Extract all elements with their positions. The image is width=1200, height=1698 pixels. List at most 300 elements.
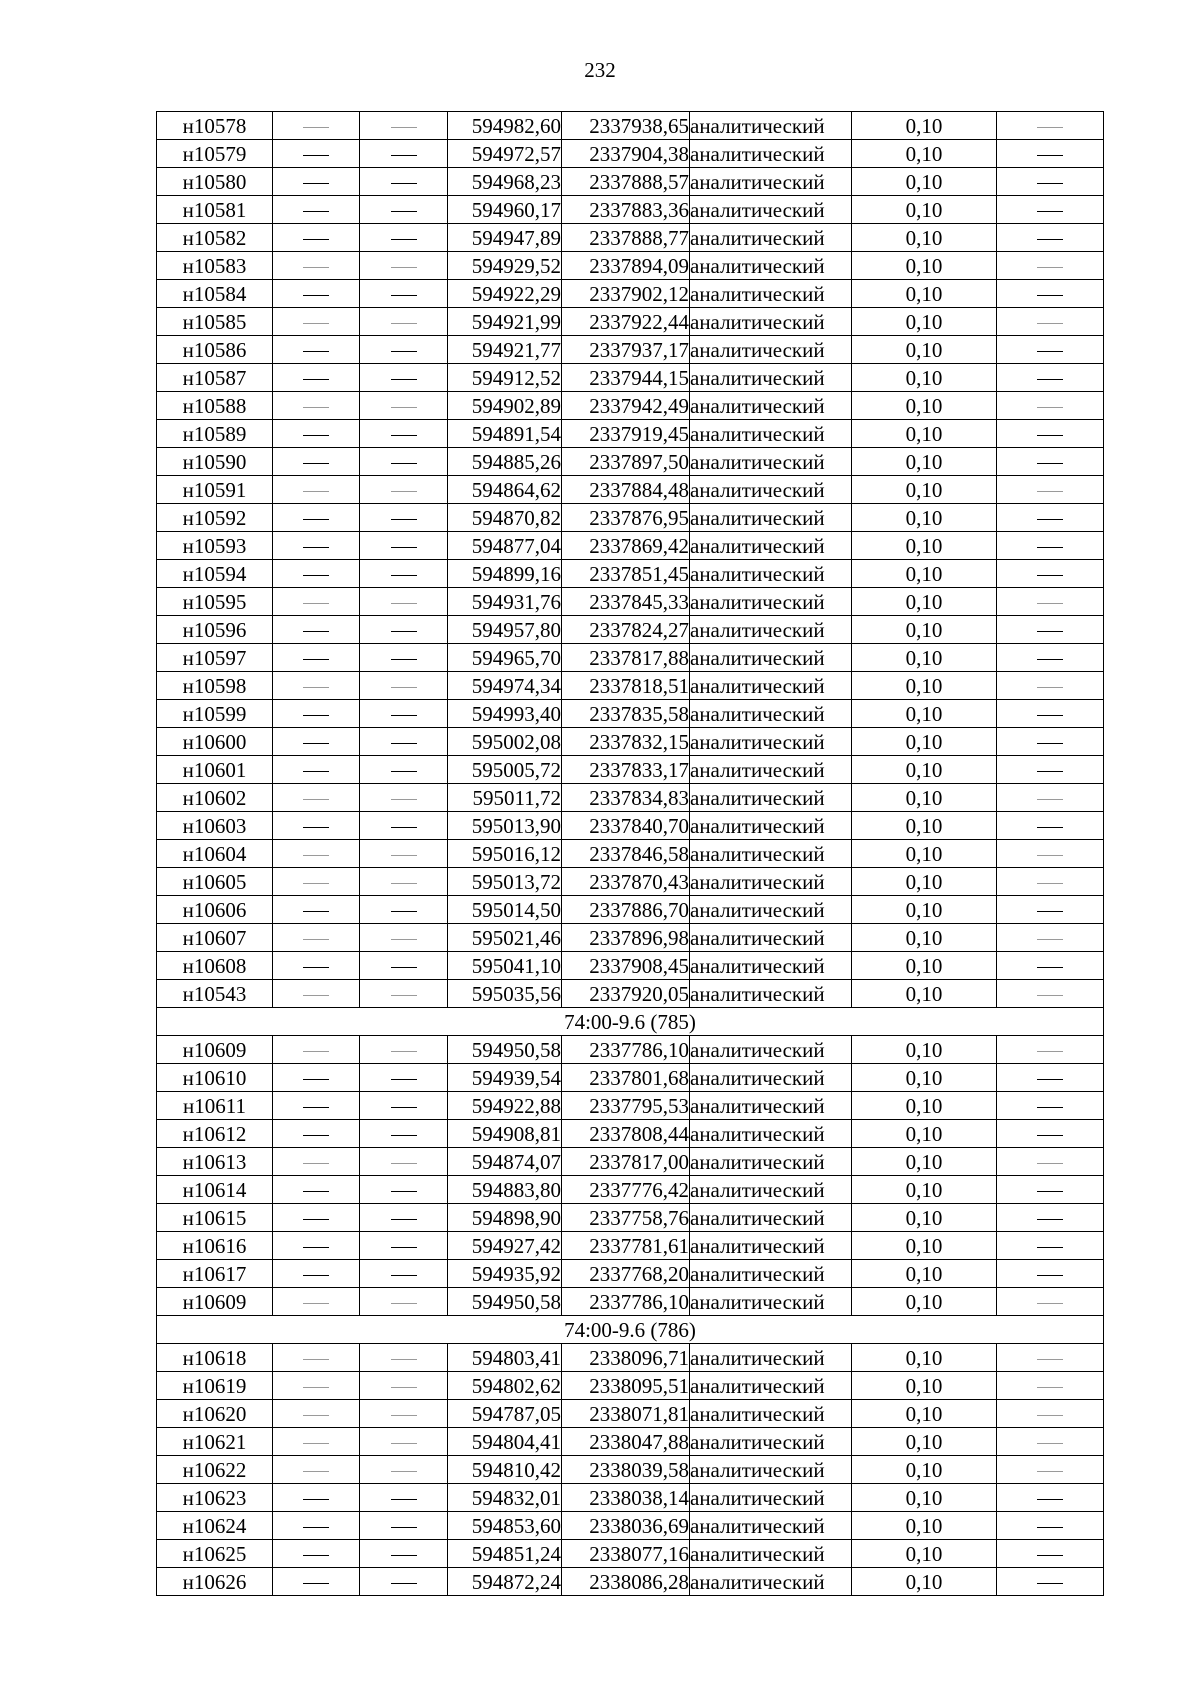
dash-cell [360,952,448,980]
dash-cell [997,1260,1104,1288]
section-header-row [157,1008,1104,1036]
y-coordinate: 2337817,88 [562,644,690,672]
dash-cell [997,784,1104,812]
method: аналитический [690,1036,852,1064]
dash-mark [1037,827,1063,828]
section-header-row [157,1316,1104,1344]
point-name: н10580 [157,168,273,196]
table-row [157,1176,1104,1204]
dash-cell [997,420,1104,448]
dash-cell [360,700,448,728]
accuracy: 0,10 [852,1512,997,1540]
x-coordinate: 594921,99 [448,308,562,336]
dash-mark [391,435,417,436]
x-coordinate: 594802,62 [448,1372,562,1400]
dash-cell [360,448,448,476]
accuracy: 0,10 [852,252,997,280]
y-coordinate: 2337897,50 [562,448,690,476]
point-name: н10592 [157,504,273,532]
dash-cell [997,1064,1104,1092]
accuracy: 0,10 [852,364,997,392]
x-coordinate: 595016,12 [448,840,562,868]
dash-cell [360,1400,448,1428]
y-coordinate: 2337902,12 [562,280,690,308]
accuracy: 0,10 [852,1428,997,1456]
x-coordinate: 594787,05 [448,1400,562,1428]
dash-cell [273,476,360,504]
accuracy: 0,10 [852,812,997,840]
y-coordinate: 2337801,68 [562,1064,690,1092]
method: аналитический [690,308,852,336]
method: аналитический [690,336,852,364]
x-coordinate: 594957,80 [448,616,562,644]
dash-mark [391,1443,417,1444]
method: аналитический [690,588,852,616]
dash-cell [997,700,1104,728]
table-row [157,616,1104,644]
point-name: н10597 [157,644,273,672]
x-coordinate: 594853,60 [448,1512,562,1540]
y-coordinate: 2337896,98 [562,924,690,952]
point-name: н10610 [157,1064,273,1092]
y-coordinate: 2337888,57 [562,168,690,196]
dash-mark [303,771,329,772]
table-row [157,1540,1104,1568]
dash-cell [273,1176,360,1204]
x-coordinate: 594803,41 [448,1344,562,1372]
dash-cell [997,728,1104,756]
dash-cell [273,1204,360,1232]
dash-cell [997,504,1104,532]
dash-mark [391,603,417,604]
method: аналитический [690,644,852,672]
dash-cell [360,1540,448,1568]
point-name: н10603 [157,812,273,840]
dash-mark [391,659,417,660]
method: аналитический [690,560,852,588]
dash-mark [1037,1555,1063,1556]
dash-cell [273,1484,360,1512]
table-row [157,448,1104,476]
point-name: н10625 [157,1540,273,1568]
dash-cell [360,980,448,1008]
x-coordinate: 594922,88 [448,1092,562,1120]
table-row [157,112,1104,140]
dash-mark [1037,603,1063,604]
dash-cell [273,1148,360,1176]
x-coordinate: 595041,10 [448,952,562,980]
dash-mark [1037,1387,1063,1388]
dash-mark [391,1499,417,1500]
dash-cell [997,644,1104,672]
point-name: н10608 [157,952,273,980]
dash-cell [997,280,1104,308]
dash-mark [303,519,329,520]
table-row [157,1064,1104,1092]
table-row [157,140,1104,168]
dash-cell [997,112,1104,140]
method: аналитический [690,1120,852,1148]
accuracy: 0,10 [852,952,997,980]
dash-mark [303,547,329,548]
table-row [157,1260,1104,1288]
dash-cell [997,924,1104,952]
dash-mark [1037,1051,1063,1052]
dash-mark [391,127,417,128]
dash-mark [303,1387,329,1388]
table-row [157,560,1104,588]
point-name: н10619 [157,1372,273,1400]
dash-cell [997,140,1104,168]
accuracy: 0,10 [852,1456,997,1484]
dash-mark [391,1471,417,1472]
dash-cell [997,1456,1104,1484]
point-name: н10602 [157,784,273,812]
dash-cell [997,588,1104,616]
dash-mark [1037,239,1063,240]
dash-cell [360,840,448,868]
accuracy: 0,10 [852,840,997,868]
table-row [157,868,1104,896]
dash-cell [360,252,448,280]
dash-mark [1037,1583,1063,1584]
dash-mark [391,211,417,212]
method: аналитический [690,756,852,784]
dash-mark [1037,855,1063,856]
dash-cell [273,1120,360,1148]
dash-cell [997,1092,1104,1120]
method: аналитический [690,1232,852,1260]
dash-cell [997,1540,1104,1568]
accuracy: 0,10 [852,1064,997,1092]
x-coordinate: 594898,90 [448,1204,562,1232]
dash-cell [360,1372,448,1400]
dash-cell [360,756,448,784]
y-coordinate: 2337920,05 [562,980,690,1008]
dash-cell [997,392,1104,420]
dash-mark [391,295,417,296]
dash-mark [391,155,417,156]
dash-cell [360,728,448,756]
dash-mark [391,183,417,184]
point-name: н10589 [157,420,273,448]
section-header: 74:00-9.6 (785) [157,1008,1104,1036]
accuracy: 0,10 [852,868,997,896]
table-row [157,168,1104,196]
dash-mark [303,323,329,324]
point-name: н10618 [157,1344,273,1372]
dash-cell [273,588,360,616]
table-row [157,952,1104,980]
x-coordinate: 594931,76 [448,588,562,616]
dash-cell [360,1428,448,1456]
accuracy: 0,10 [852,616,997,644]
accuracy: 0,10 [852,140,997,168]
accuracy: 0,10 [852,1400,997,1428]
dash-cell [273,1428,360,1456]
accuracy: 0,10 [852,1092,997,1120]
y-coordinate: 2338036,69 [562,1512,690,1540]
table-row [157,308,1104,336]
y-coordinate: 2337884,48 [562,476,690,504]
dash-cell [273,1344,360,1372]
dash-mark [1037,995,1063,996]
dash-mark [1037,1443,1063,1444]
dash-mark [1037,1107,1063,1108]
method: аналитический [690,1484,852,1512]
dash-mark [1037,463,1063,464]
method: аналитический [690,1456,852,1484]
dash-cell [273,1456,360,1484]
dash-mark [1037,715,1063,716]
dash-cell [273,420,360,448]
dash-cell [273,952,360,980]
table-row [157,1036,1104,1064]
accuracy: 0,10 [852,700,997,728]
method: аналитический [690,1400,852,1428]
dash-cell [273,1260,360,1288]
dash-cell [997,952,1104,980]
dash-mark [1037,967,1063,968]
x-coordinate: 595013,90 [448,812,562,840]
dash-cell [360,868,448,896]
dash-mark [391,995,417,996]
y-coordinate: 2338047,88 [562,1428,690,1456]
dash-cell [360,812,448,840]
dash-mark [1037,1219,1063,1220]
dash-mark [303,267,329,268]
method: аналитический [690,140,852,168]
dash-cell [360,784,448,812]
accuracy: 0,10 [852,784,997,812]
y-coordinate: 2338096,71 [562,1344,690,1372]
point-name: н10599 [157,700,273,728]
y-coordinate: 2337869,42 [562,532,690,560]
dash-cell [360,168,448,196]
point-name: н10584 [157,280,273,308]
x-coordinate: 594883,80 [448,1176,562,1204]
dash-cell [273,336,360,364]
method: аналитический [690,392,852,420]
table-row [157,224,1104,252]
dash-mark [303,1471,329,1472]
y-coordinate: 2338086,28 [562,1568,690,1596]
accuracy: 0,10 [852,1148,997,1176]
dash-mark [391,351,417,352]
accuracy: 0,10 [852,476,997,504]
dash-mark [1037,911,1063,912]
dash-mark [391,967,417,968]
dash-cell [360,476,448,504]
y-coordinate: 2337781,61 [562,1232,690,1260]
x-coordinate: 594864,62 [448,476,562,504]
dash-cell [360,308,448,336]
y-coordinate: 2337834,83 [562,784,690,812]
dash-cell [273,1036,360,1064]
dash-mark [391,771,417,772]
point-name: н10613 [157,1148,273,1176]
point-name: н10590 [157,448,273,476]
table-row [157,1092,1104,1120]
dash-cell [273,532,360,560]
dash-cell [273,448,360,476]
accuracy: 0,10 [852,1288,997,1316]
dash-mark [391,1275,417,1276]
dash-cell [997,616,1104,644]
y-coordinate: 2337942,49 [562,392,690,420]
table-row [157,1512,1104,1540]
dash-cell [360,1344,448,1372]
table-row [157,700,1104,728]
accuracy: 0,10 [852,392,997,420]
dash-cell [360,1568,448,1596]
table-row [157,1400,1104,1428]
point-name: н10620 [157,1400,273,1428]
point-name: н10614 [157,1176,273,1204]
dash-mark [303,407,329,408]
method: аналитический [690,1204,852,1232]
table-row [157,980,1104,1008]
x-coordinate: 594974,34 [448,672,562,700]
x-coordinate: 595002,08 [448,728,562,756]
dash-mark [1037,1303,1063,1304]
y-coordinate: 2337944,15 [562,364,690,392]
accuracy: 0,10 [852,448,997,476]
dash-mark [303,883,329,884]
dash-cell [273,896,360,924]
dash-cell [997,756,1104,784]
accuracy: 0,10 [852,560,997,588]
dash-cell [997,252,1104,280]
dash-mark [391,1191,417,1192]
dash-mark [391,547,417,548]
x-coordinate: 594921,77 [448,336,562,364]
x-coordinate: 595005,72 [448,756,562,784]
y-coordinate: 2338038,14 [562,1484,690,1512]
table-row [157,672,1104,700]
point-name: н10606 [157,896,273,924]
method: аналитический [690,616,852,644]
accuracy: 0,10 [852,588,997,616]
method: аналитический [690,252,852,280]
x-coordinate: 595021,46 [448,924,562,952]
dash-cell [273,728,360,756]
coordinates-table [156,111,1104,1596]
method: аналитический [690,1064,852,1092]
y-coordinate: 2337851,45 [562,560,690,588]
y-coordinate: 2338039,58 [562,1456,690,1484]
point-name: н10623 [157,1484,273,1512]
dash-cell [360,420,448,448]
dash-mark [303,1275,329,1276]
dash-cell [360,1176,448,1204]
dash-cell [273,840,360,868]
table-row [157,1204,1104,1232]
point-name: н10583 [157,252,273,280]
y-coordinate: 2337758,76 [562,1204,690,1232]
dash-mark [1037,1247,1063,1248]
x-coordinate: 594929,52 [448,252,562,280]
dash-cell [360,1036,448,1064]
y-coordinate: 2337908,45 [562,952,690,980]
dash-cell [997,448,1104,476]
method: аналитический [690,364,852,392]
dash-mark [391,911,417,912]
dash-mark [1037,183,1063,184]
y-coordinate: 2337818,51 [562,672,690,700]
x-coordinate: 595013,72 [448,868,562,896]
dash-mark [303,659,329,660]
method: аналитический [690,476,852,504]
dash-mark [303,211,329,212]
dash-cell [360,1064,448,1092]
point-name: н10609 [157,1036,273,1064]
x-coordinate: 594972,57 [448,140,562,168]
table-row [157,1344,1104,1372]
dash-cell [997,168,1104,196]
y-coordinate: 2337795,53 [562,1092,690,1120]
method: аналитический [690,1540,852,1568]
x-coordinate: 594912,52 [448,364,562,392]
dash-mark [303,911,329,912]
dash-cell [273,616,360,644]
table-row [157,280,1104,308]
dash-cell [360,1484,448,1512]
dash-cell [997,1568,1104,1596]
point-name: н10593 [157,532,273,560]
x-coordinate: 594960,17 [448,196,562,224]
dash-cell [360,504,448,532]
x-coordinate: 594872,24 [448,1568,562,1596]
method: аналитический [690,728,852,756]
y-coordinate: 2337876,95 [562,504,690,532]
dash-mark [303,295,329,296]
y-coordinate: 2337883,36 [562,196,690,224]
accuracy: 0,10 [852,1484,997,1512]
y-coordinate: 2337904,38 [562,140,690,168]
method: аналитический [690,168,852,196]
table-row [157,420,1104,448]
point-name: н10616 [157,1232,273,1260]
dash-cell [273,1288,360,1316]
method: аналитический [690,924,852,952]
table-row [157,1372,1104,1400]
method: аналитический [690,224,852,252]
dash-mark [303,1443,329,1444]
method: аналитический [690,868,852,896]
dash-cell [273,784,360,812]
dash-cell [360,1092,448,1120]
x-coordinate: 594902,89 [448,392,562,420]
accuracy: 0,10 [852,1260,997,1288]
dash-mark [391,1079,417,1080]
point-name: н10579 [157,140,273,168]
y-coordinate: 2337894,09 [562,252,690,280]
dash-cell [997,868,1104,896]
dash-mark [303,603,329,604]
table-row [157,1568,1104,1596]
point-name: н10588 [157,392,273,420]
point-name: н10607 [157,924,273,952]
table-row [157,532,1104,560]
dash-mark [1037,799,1063,800]
method: аналитический [690,1148,852,1176]
y-coordinate: 2337840,70 [562,812,690,840]
y-coordinate: 2338077,16 [562,1540,690,1568]
dash-mark [1037,407,1063,408]
accuracy: 0,10 [852,924,997,952]
point-name: н10612 [157,1120,273,1148]
